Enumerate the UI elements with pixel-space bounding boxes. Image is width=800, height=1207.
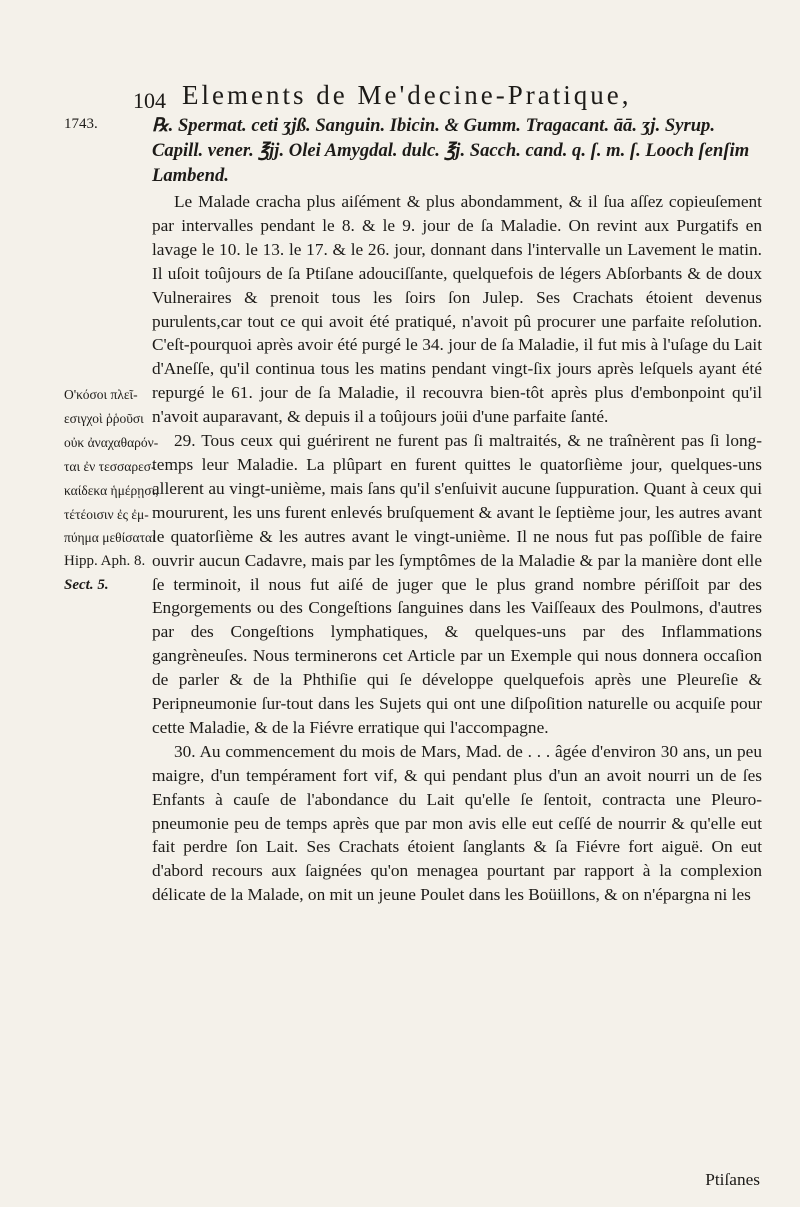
greek-quote-line: τέτέοισιν ἐς ἐμ-: [64, 506, 149, 522]
marginal-reference-section: Sect. 5.: [64, 577, 109, 594]
greek-quote-line: εσιγχοὶ ῥῥοῦσι: [64, 410, 144, 426]
page-number: 104: [133, 88, 166, 113]
greek-quote-line: οὐκ ἀναχαθαρόν-: [64, 434, 159, 450]
greek-quote-line: καίδεκα ἡμέρῃσι,: [64, 482, 159, 498]
running-title: Elements de Me'decine-Pratique,: [182, 80, 632, 110]
catchword: Ptiſanes: [705, 1170, 760, 1189]
paragraph: 29. Tous ceux qui guérirent ne furent pas ſi maltraités, & ne traînèrent pas ſi long-temps leur Maladie. La plûpart en furent quittes le quatorſième jour, quelques-uns allerent au vingt-unième, mais ſans qu'il s'enſuivit aucune ſuppuration. Quant à ceux qui moururent, les uns furent enlevés bruſquement & avant le ſeptième jour, les autres avant le quatorſième & les autres avant le vingt-unième. Il ne nous fut pas poſſible de faire ouvrir aucun Cadavre, mais par les ſymptômes de la Maladie & par la manière dont elle ſe terminoit, il nous fut aiſé de juger que le plus grand nombre périſſoit par des Engorgements ou des Congeſtions ſanguines dans les Vaiſſeaux des Poulmons, d'autres par des Congeſtions lymphatiques, & quelques-uns par des Inflammations gangrèneuſes. Nous terminerons cet Article par un Exemple qui nous donnera occaſion de parler & de la Phthiſie qui ſe développe quelquefois après une Pleureſie & Peripneumonie ſur-tout dans les Sujets qui ont une diſpoſition naturelle ou acquiſe pour cette Maladie, & de la Fiévre erratique qui l'accompagne.: [152, 431, 762, 737]
greek-quote-line: ται ἐν τεσσαρεσ-: [64, 458, 156, 474]
recipe-prescription: ℞. Spermat. ceti ʒjß. Sanguin. Ibicin. & Gumm. Tragacant. āā. ʒj. Syrup. Capill. vener. ℥jj. Olei Amygdal. dulc. ℥j. Sacch. cand. q. ſ. m. ſ. Looch ſenſim Lambend.: [152, 115, 750, 186]
greek-quote-line: πύημα μεθίσαται: [64, 530, 156, 546]
marginal-note: [64, 383, 159, 598]
greek-quote-line: O'κόσοι πλεῖ-: [64, 387, 138, 402]
marginal-reference: Hipp. Aph. 8.: [64, 553, 146, 570]
body-text: [152, 190, 762, 907]
paragraph: 30. Au commencement du mois de Mars, Mad. de . . . âgée d'environ 30 ans, un peu maigre, d'un tempérament fort vif, & qui pendant plus d'un an avoit nourri un de ſes Enfants à cauſe de l'abondance du Lait qu'elle ſe ſentoit, contracta une Pleuro-pneumonie peu de temps après que par mon avis elle eut ceſſé de nourrir & qu'elle eut fait perdre ſon Lait. Ses Crachats étoient ſanglants & ſa Fiévre fort aiguë. On eut d'abord recours aux ſaignées qu'on menagea pourtant par rapport à la complexion délicate de la Malade, on mit un jeune Poulet dans les Boüillons, & on n'épargna ni les: [152, 741, 762, 905]
margin-year: 1743.: [64, 116, 98, 132]
paragraph: Le Malade cracha plus aiſément & plus abondamment, & il ſua aſſez copieuſement par intervalles pendant le 8. & le 9. jour de ſa Maladie. On revint aux Purgatifs en lavage le 10. le 13. le 17. & le 26. jour, donnant dans l'intervalle un Lavement le matin. Il uſoit toûjours de ſa Ptiſane adouciſſante, quelquefois de légers Abſorbants & de doux Vulneraires & prenoit tous les ſoirs ſon Julep. Ses Crachats étoient devenus purulents,car tout ce qui avoit été pratiqué, n'avoit pû procurer une parfaite reſolution. C'eſt-pourquoi après avoir été purgé le 34. jour de ſa Maladie, il fut mis à l'uſage du Lait d'Aneſſe, qu'il continua tous les matins pendant vingt-ſix jours après leſquels ayant été repurgé le 61. jour de ſa Maladie, il recouvra bien-tôt après plus d'embonpoint qu'il n'avoit auparavant, & depuis il a toûjours joüi d'une parfaite ſanté.: [152, 192, 762, 427]
running-head: [0, 80, 800, 116]
